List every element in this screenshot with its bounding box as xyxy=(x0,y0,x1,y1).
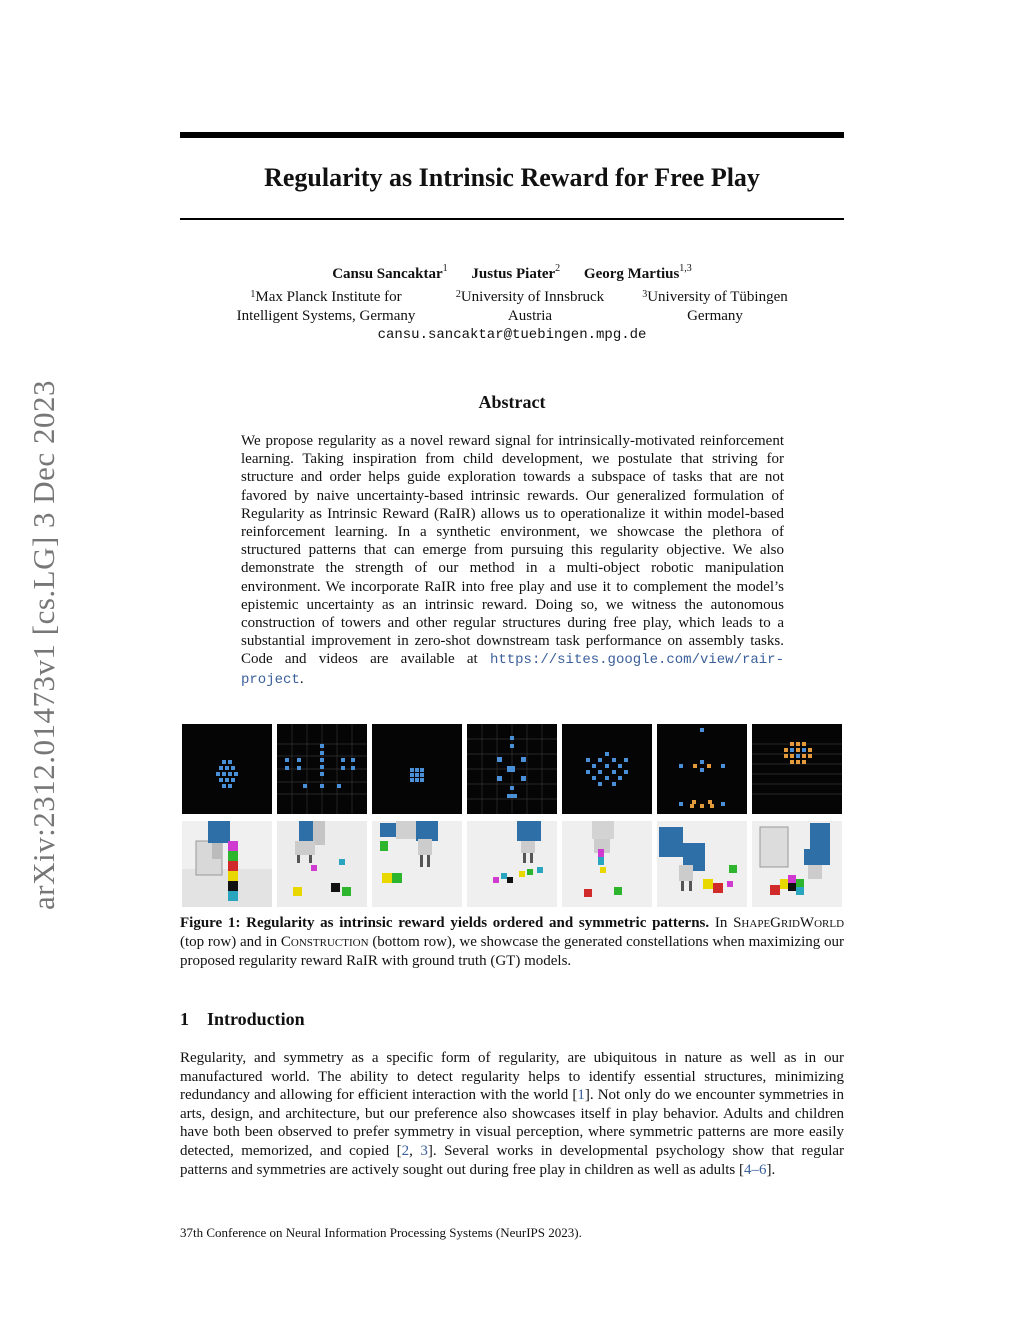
project-link[interactable]: https://sites.google.com/view/rair-project xyxy=(241,652,784,688)
affiliation: $^1$Max Planck Institute for Intelligent Systems, Germany xyxy=(236,289,416,324)
construction-panel-4 xyxy=(467,821,557,907)
title-top-rule xyxy=(180,132,844,138)
author-list xyxy=(180,263,844,283)
author: Cansu Sancaktar$^1$ xyxy=(332,263,448,282)
shapegridworld-panel-3 xyxy=(372,724,462,814)
figure-caption: Figure 1: Regularity as intrinsic reward yields ordered and symmetric patterns. In ShapeGridWorld (top row) and in Construction (bottom row), we showcase the generated constellations when maximizing our proposed regularity reward RaIR with ground truth (GT) models. xyxy=(180,915,845,969)
construction-panel-7 xyxy=(752,821,842,907)
citation-link[interactable]: 1 xyxy=(577,1087,585,1104)
shapegridworld-panel-2 xyxy=(277,724,367,814)
author-email[interactable]: cansu.sancaktar@tuebingen.mpg.de xyxy=(377,327,647,343)
shapegridworld-panel-7 xyxy=(752,724,842,814)
construction-panel-2 xyxy=(277,821,367,907)
construction-panel-5 xyxy=(562,821,652,907)
abstract-body: We propose regularity as a novel reward signal for intrinsically-motivated reinforcement learning. Taking inspiration from child development, we postulate that striving for structure and order helps guide exploration towards a subspace of tasks that are not favored by naive uncertainty-based intrinsic rewards. Our generalized formulation of Regularity as Intrinsic Reward (RaIR) allows us to operationalize it within model-based reinforcement learning. In a synthetic environment, we showcase the plethora of structured patterns that can emerge from pursuing this regularity objective. We also demonstrate the strength of our method in a multi-object robotic manipulation environment. We incorporate RaIR into free play and use it to complement the model’s epistemic uncertainty as an intrinsic reward. Doing so, we witness the autonomous construction of towers and other regular structures during free play, which leads to a substantial improvement in zero-shot downstream task performance on assembly tasks. Code and videos are available at https://sites.google.com/view/rair-project. xyxy=(241,433,784,688)
construction-panel-3 xyxy=(372,821,462,907)
conference-footnote: 37th Conference on Neural Information Processing Systems (NeurIPS 2023). xyxy=(180,1225,582,1240)
shapegridworld-panel-4 xyxy=(467,724,557,814)
citation-link[interactable]: 3 xyxy=(420,1142,428,1159)
intro-paragraph: Regularity, and symmetry as a specific form of regularity, are ubiquitous in nature as well as in our manufactured world. The ability to detect regularity helps to identify essential structures, minimizing redundancy and allowing for efficient interaction with the world [1]. Not only do we encounter symmetries in arts, design, and architecture, but our preference also showcases itself in play behavior. Adults and children have both been observed to prefer symmetry in visual perception, where symmetric patterns are more easily detected, memorized, and copied [2, 3]. Several works in developmental psychology show that regular patterns and symmetries are actively sought out during free play in children as well as adults [4–6]. xyxy=(180,1050,845,1178)
author: Georg Martius$^{1,3}$ xyxy=(583,263,692,282)
section-heading: 1 Introduction xyxy=(180,1009,305,1029)
affiliation: $^3$University of Tübingen Germany xyxy=(642,289,788,324)
shapegridworld-panel-5 xyxy=(562,724,652,814)
shapegridworld-panel-1 xyxy=(182,724,272,814)
shapegridworld-panel-6 xyxy=(657,724,747,814)
arxiv-id[interactable]: arXiv:2312.01473v1 [cs.LG] 3 Dec 2023 xyxy=(26,380,61,910)
paper-title: Regularity as Intrinsic Reward for Free Play xyxy=(264,163,760,192)
construction-panel-6 xyxy=(657,821,747,907)
abstract-heading: Abstract xyxy=(478,392,546,412)
construction-panel-1 xyxy=(182,821,272,907)
author: Justus Piater$^2$ xyxy=(471,263,561,282)
title-bottom-rule xyxy=(180,218,844,220)
citation-link[interactable]: 2 xyxy=(401,1142,410,1159)
citation-link[interactable]: 4–6 xyxy=(744,1161,767,1178)
affiliation: $^2$University of Innsbruck Austria xyxy=(455,289,605,324)
